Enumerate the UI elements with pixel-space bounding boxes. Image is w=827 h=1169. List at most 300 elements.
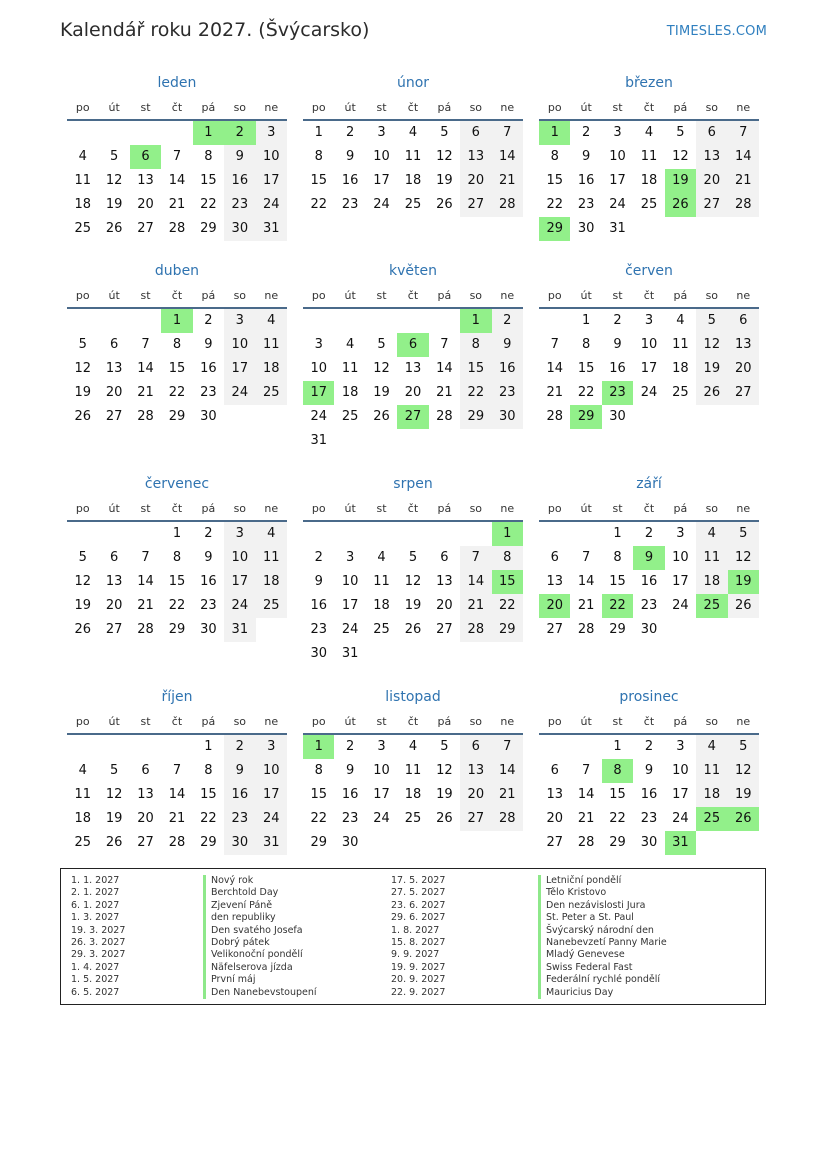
day-grid: [67, 735, 287, 855]
empty-cell: [303, 309, 334, 333]
day-cell: 3: [676, 526, 685, 541]
day-cell: 4: [676, 313, 685, 328]
holiday-day-cell: 26: [728, 807, 759, 831]
day-cell: 1: [613, 526, 622, 541]
day-cell: 22: [168, 598, 186, 613]
day-cell: 5: [696, 309, 727, 333]
month-block: [303, 259, 523, 453]
day-cell: 21: [168, 811, 186, 826]
month-name: červen: [625, 263, 673, 279]
day-cell: 7: [581, 550, 591, 565]
day-cell: 14: [168, 787, 186, 802]
legend-date: 29. 6. 2027: [391, 912, 446, 924]
day-cell: 19: [436, 787, 453, 802]
day-grid: [303, 735, 523, 855]
day-cell: 26: [74, 622, 91, 637]
day-cell: 14: [168, 173, 186, 188]
day-cell: 21: [728, 169, 759, 193]
day-cell: 20: [460, 783, 491, 807]
weekday-label: so: [469, 714, 483, 728]
day-cell: 22: [200, 811, 217, 826]
weekday-label: čt: [171, 714, 183, 728]
holiday-day-cell: 1: [539, 121, 570, 145]
month-name: září: [636, 476, 662, 492]
brand-logo[interactable]: TIMESLES.COM: [666, 24, 767, 39]
legend-holiday-name: První máj: [203, 974, 317, 986]
day-cell: 30: [224, 217, 255, 241]
day-cell: 11: [256, 333, 287, 357]
day-cell: 12: [105, 173, 123, 188]
day-cell: 22: [310, 811, 327, 826]
holiday-day-cell: 2: [224, 121, 255, 145]
legend-holiday-name: Den svatého Josefa: [203, 925, 317, 937]
day-cell: 24: [672, 811, 689, 826]
day-cell: 15: [168, 574, 186, 589]
day-cell: 8: [314, 149, 323, 164]
day-cell: 14: [577, 787, 595, 802]
holiday-day-cell: 31: [665, 831, 696, 855]
weekday-header: [303, 709, 523, 735]
weekday-label: čt: [643, 714, 655, 728]
day-cell: 7: [728, 121, 759, 145]
day-cell: 16: [492, 357, 523, 381]
day-cell: 15: [546, 173, 563, 188]
day-cell: 9: [492, 333, 523, 357]
holiday-day-cell: 20: [539, 594, 570, 618]
day-cell: 19: [74, 385, 91, 400]
day-grid: [67, 121, 287, 241]
day-cell: 7: [460, 546, 491, 570]
day-cell: 5: [408, 550, 418, 565]
day-cell: 9: [581, 149, 591, 164]
holiday-day-cell: 1: [303, 735, 334, 759]
day-cell: 16: [310, 598, 327, 613]
day-cell: 21: [492, 783, 523, 807]
day-cell: 19: [74, 598, 91, 613]
day-cell: 28: [137, 622, 154, 637]
day-cell: 25: [672, 385, 689, 400]
day-cell: 18: [672, 361, 689, 376]
month-name: říjen: [161, 689, 193, 705]
day-cell: 14: [436, 361, 453, 376]
holiday-day-cell: 6: [130, 145, 161, 169]
day-cell: 30: [609, 409, 626, 424]
day-cell: 15: [168, 361, 186, 376]
day-cell: 15: [609, 574, 626, 589]
empty-cell: [429, 522, 460, 546]
empty-cell: [539, 309, 570, 333]
weekday-label: st: [140, 714, 151, 728]
weekday-label: út: [580, 714, 592, 728]
day-cell: 11: [640, 149, 658, 164]
empty-cell: [539, 735, 570, 759]
empty-cell: [130, 522, 161, 546]
legend-holiday-name: Mladý Genevese: [538, 949, 667, 961]
day-cell: 7: [141, 337, 150, 352]
empty-cell: [98, 522, 129, 546]
legend-date: 15. 8. 2027: [391, 936, 446, 948]
empty-cell: [130, 121, 161, 145]
month-block: [539, 472, 759, 642]
day-cell: 27: [105, 622, 123, 637]
day-cell: 29: [200, 221, 217, 236]
weekday-label: út: [344, 501, 356, 515]
day-cell: 27: [137, 835, 154, 850]
weekday-label: ne: [264, 501, 279, 515]
day-cell: 2: [204, 526, 213, 541]
day-cell: 2: [613, 313, 622, 328]
holiday-day-cell: 9: [633, 546, 664, 570]
weekday-label: ne: [736, 100, 751, 114]
legend-date: 17. 5. 2027: [391, 875, 446, 886]
day-cell: 17: [640, 361, 658, 376]
empty-cell: [67, 735, 98, 759]
weekday-label: so: [233, 501, 247, 515]
weekday-label: so: [233, 288, 247, 302]
day-cell: 20: [105, 385, 123, 400]
month-block: [539, 71, 759, 241]
day-cell: 8: [204, 149, 213, 164]
legend-holiday-name: Velikonoční pondělí: [203, 949, 317, 961]
day-cell: 10: [310, 361, 327, 376]
day-cell: 21: [137, 598, 154, 613]
day-cell: 6: [141, 763, 150, 778]
day-cell: 25: [256, 381, 287, 405]
weekday-header: [67, 496, 287, 522]
day-cell: 26: [373, 409, 390, 424]
weekday-label: ne: [500, 501, 515, 515]
day-cell: 31: [609, 221, 626, 236]
day-cell: 28: [436, 409, 453, 424]
holiday-day-cell: 15: [492, 570, 523, 594]
weekday-header: [303, 283, 523, 309]
day-cell: 21: [577, 598, 595, 613]
day-cell: 12: [728, 759, 759, 783]
weekday-label: po: [547, 714, 562, 728]
empty-cell: [303, 522, 334, 546]
day-cell: 20: [137, 197, 154, 212]
day-grid: [539, 735, 759, 855]
day-cell: 5: [440, 739, 449, 754]
weekday-label: ne: [736, 288, 751, 302]
empty-cell: [397, 522, 428, 546]
day-cell: 15: [577, 361, 595, 376]
day-cell: 17: [609, 173, 626, 188]
day-cell: 12: [728, 546, 759, 570]
legend-date: 1. 1. 2027: [71, 875, 120, 886]
day-cell: 23: [492, 381, 523, 405]
day-cell: 25: [74, 835, 91, 850]
day-cell: 18: [373, 598, 390, 613]
weekday-label: pá: [201, 714, 216, 728]
day-cell: 9: [644, 763, 654, 778]
day-cell: 29: [460, 405, 491, 429]
weekday-label: st: [140, 501, 151, 515]
weekday-label: pá: [201, 501, 216, 515]
day-cell: 14: [492, 759, 523, 783]
legend-date: 29. 3. 2027: [71, 949, 126, 961]
month-block: [67, 472, 287, 642]
day-cell: 13: [546, 574, 563, 589]
day-cell: 5: [78, 550, 87, 565]
day-cell: 11: [404, 149, 422, 164]
day-cell: 23: [640, 598, 658, 613]
weekday-label: út: [580, 288, 592, 302]
day-cell: 16: [640, 574, 658, 589]
day-cell: 25: [404, 811, 422, 826]
legend-dates-col-1: [71, 875, 125, 999]
weekday-label: so: [233, 100, 247, 114]
day-cell: 23: [224, 193, 255, 217]
weekday-label: út: [344, 714, 356, 728]
day-cell: 2: [224, 735, 255, 759]
weekday-label: čt: [171, 501, 183, 515]
day-cell: 22: [168, 385, 186, 400]
day-cell: 21: [460, 594, 491, 618]
day-cell: 3: [256, 121, 287, 145]
day-cell: 30: [200, 409, 217, 424]
day-cell: 28: [137, 409, 154, 424]
empty-cell: [334, 309, 365, 333]
day-cell: 4: [644, 125, 654, 140]
legend-holiday-name: Zjevení Páně: [203, 900, 317, 912]
day-cell: 9: [204, 550, 213, 565]
day-cell: 23: [640, 811, 658, 826]
day-cell: 27: [546, 835, 563, 850]
weekday-label: ne: [500, 714, 515, 728]
day-cell: 2: [581, 125, 591, 140]
legend-date: 1. 5. 2027: [71, 974, 120, 986]
day-cell: 2: [644, 739, 654, 754]
day-cell: 27: [137, 221, 154, 236]
day-cell: 22: [310, 197, 327, 212]
weekday-label: st: [612, 100, 623, 114]
empty-cell: [429, 309, 460, 333]
day-cell: 7: [440, 337, 449, 352]
empty-cell: [570, 735, 601, 759]
weekday-label: pá: [673, 714, 688, 728]
day-cell: 15: [200, 787, 217, 802]
month-block: [539, 685, 759, 855]
day-cell: 6: [109, 337, 119, 352]
legend-date: 1. 8. 2027: [391, 924, 440, 936]
day-cell: 2: [492, 309, 523, 333]
holiday-day-cell: 23: [602, 381, 633, 405]
day-cell: 20: [105, 598, 123, 613]
day-cell: 13: [728, 333, 759, 357]
holiday-day-cell: 17: [303, 381, 334, 405]
day-cell: 3: [676, 739, 685, 754]
day-cell: 31: [341, 646, 359, 661]
weekday-label: so: [469, 100, 483, 114]
day-cell: 18: [256, 357, 287, 381]
day-cell: 8: [581, 337, 591, 352]
day-cell: 26: [436, 197, 453, 212]
month-name: červenec: [144, 476, 210, 492]
day-cell: 22: [492, 594, 523, 618]
day-cell: 19: [696, 357, 727, 381]
weekday-label: pá: [673, 501, 688, 515]
day-cell: 8: [492, 546, 523, 570]
day-cell: 29: [168, 622, 186, 637]
day-cell: 21: [168, 197, 186, 212]
day-cell: 3: [314, 337, 323, 352]
day-cell: 19: [105, 197, 123, 212]
legend-date: 2. 1. 2027: [71, 887, 120, 899]
day-cell: 19: [404, 598, 422, 613]
day-cell: 21: [577, 811, 595, 826]
day-cell: 10: [373, 149, 390, 164]
day-cell: 10: [609, 149, 626, 164]
weekday-label: so: [469, 288, 483, 302]
day-cell: 15: [200, 173, 217, 188]
empty-cell: [98, 121, 129, 145]
day-cell: 18: [341, 385, 359, 400]
legend-holiday-name: Nanebevzetí Panny Marie: [538, 937, 667, 949]
day-cell: 4: [696, 735, 727, 759]
day-cell: 31: [256, 217, 287, 241]
day-cell: 8: [172, 337, 182, 352]
weekday-label: po: [75, 100, 90, 114]
holiday-day-cell: 1: [161, 309, 192, 333]
legend-date: 22. 9. 2027: [391, 986, 446, 998]
day-cell: 17: [256, 783, 287, 807]
empty-cell: [67, 309, 98, 333]
weekday-label: út: [108, 714, 120, 728]
day-cell: 25: [341, 409, 359, 424]
day-cell: 2: [314, 550, 323, 565]
legend-holiday-name: Nový rok: [203, 875, 317, 887]
day-cell: 14: [460, 570, 491, 594]
day-cell: 19: [373, 385, 390, 400]
day-cell: 8: [204, 763, 213, 778]
legend-holiday-name: Federální rychlé pondělí: [538, 974, 667, 986]
weekday-label: út: [108, 100, 120, 114]
weekday-label: út: [344, 100, 356, 114]
day-cell: 28: [492, 193, 523, 217]
day-cell: 23: [200, 385, 217, 400]
weekday-label: st: [376, 714, 387, 728]
holiday-day-cell: 8: [602, 759, 633, 783]
day-cell: 4: [345, 337, 355, 352]
day-cell: 24: [640, 385, 658, 400]
empty-cell: [161, 735, 192, 759]
day-cell: 7: [172, 149, 182, 164]
empty-cell: [570, 522, 601, 546]
weekday-label: ne: [264, 288, 279, 302]
day-cell: 3: [377, 739, 386, 754]
day-cell: 22: [546, 197, 563, 212]
weekday-label: st: [376, 100, 387, 114]
day-grid: [303, 309, 523, 453]
day-cell: 8: [550, 149, 559, 164]
weekday-label: út: [580, 100, 592, 114]
legend-holiday-name: Näfelserova jízda: [203, 962, 317, 974]
empty-cell: [130, 735, 161, 759]
weekday-label: ne: [264, 100, 279, 114]
weekday-label: pá: [673, 100, 688, 114]
day-cell: 3: [345, 550, 355, 565]
weekday-label: po: [547, 501, 562, 515]
day-cell: 6: [109, 550, 119, 565]
day-cell: 10: [256, 145, 287, 169]
weekday-label: ne: [736, 714, 751, 728]
weekday-header: [303, 496, 523, 522]
day-cell: 27: [460, 807, 491, 831]
day-cell: 10: [256, 759, 287, 783]
weekday-label: so: [705, 714, 719, 728]
day-cell: 9: [345, 763, 355, 778]
day-cell: 25: [640, 197, 658, 212]
weekday-label: ne: [736, 501, 751, 515]
month-name: prosinec: [619, 689, 679, 705]
day-cell: 21: [546, 385, 563, 400]
day-cell: 13: [460, 759, 491, 783]
weekday-label: po: [311, 501, 326, 515]
legend-holiday-name: Dobrý pátek: [203, 937, 317, 949]
weekday-label: st: [612, 714, 623, 728]
month-name: květen: [389, 263, 437, 279]
day-cell: 30: [200, 622, 217, 637]
empty-cell: [366, 309, 397, 333]
legend-holiday-name: Letniční pondělí: [538, 875, 667, 887]
day-cell: 22: [609, 811, 626, 826]
weekday-label: st: [612, 501, 623, 515]
weekday-label: út: [108, 288, 120, 302]
day-cell: 9: [345, 149, 355, 164]
legend-holiday-name: Den nezávislosti Jura: [538, 900, 667, 912]
weekday-label: po: [75, 501, 90, 515]
day-cell: 19: [105, 811, 123, 826]
day-cell: 11: [74, 787, 91, 802]
day-cell: 12: [74, 361, 91, 376]
day-cell: 3: [224, 309, 255, 333]
day-cell: 14: [546, 361, 563, 376]
day-cell: 10: [672, 763, 689, 778]
day-cell: 10: [224, 546, 255, 570]
day-cell: 31: [310, 433, 327, 448]
month-block: [539, 259, 759, 429]
day-cell: 20: [728, 357, 759, 381]
day-cell: 16: [341, 173, 359, 188]
weekday-label: po: [311, 288, 326, 302]
day-cell: 27: [728, 381, 759, 405]
day-cell: 28: [546, 409, 563, 424]
empty-cell: [98, 735, 129, 759]
weekday-label: čt: [643, 100, 655, 114]
weekday-header: [539, 95, 759, 121]
day-cell: 31: [224, 618, 255, 642]
day-cell: 4: [408, 125, 418, 140]
day-cell: 30: [310, 646, 327, 661]
day-cell: 10: [341, 574, 359, 589]
day-cell: 15: [460, 357, 491, 381]
empty-cell: [67, 522, 98, 546]
day-cell: 24: [373, 197, 390, 212]
holiday-day-cell: 25: [696, 594, 727, 618]
day-cell: 24: [256, 807, 287, 831]
day-cell: 20: [137, 811, 154, 826]
holiday-day-cell: 22: [602, 594, 633, 618]
day-cell: 13: [546, 787, 563, 802]
day-cell: 4: [78, 763, 87, 778]
weekday-label: čt: [407, 100, 419, 114]
day-cell: 7: [172, 763, 182, 778]
legend-date: 26. 3. 2027: [71, 936, 126, 948]
day-cell: 13: [105, 361, 123, 376]
holiday-day-cell: 29: [570, 405, 601, 429]
month-block: [67, 685, 287, 855]
